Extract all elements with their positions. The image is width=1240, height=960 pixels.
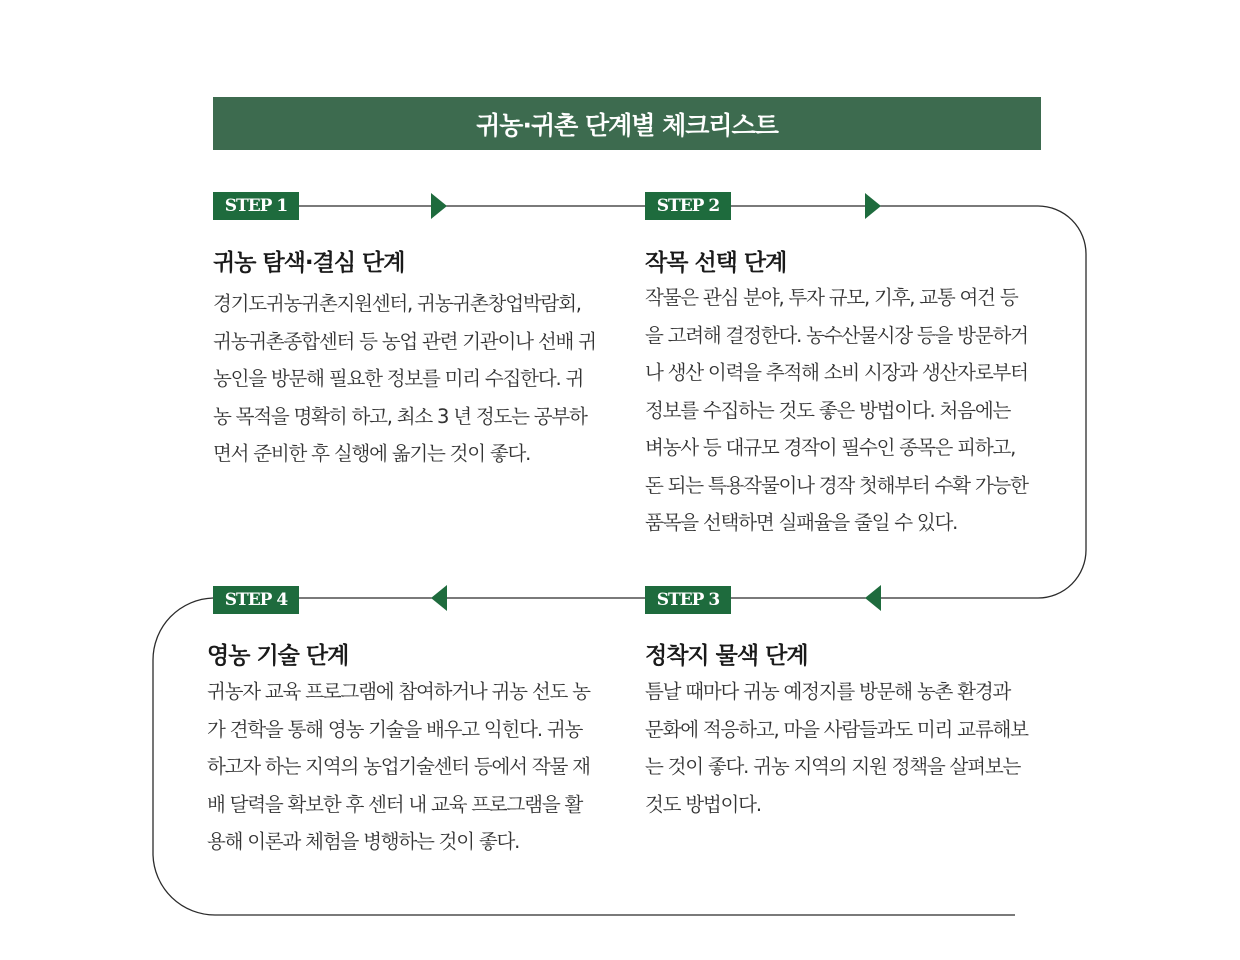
step-2-line: 벼농사 등 대규모 경작이 필수인 종목은 피하고,	[645, 436, 1016, 459]
step-2-badge: STEP 2	[645, 192, 731, 220]
step-2-line: 돈 되는 특용작물이나 경작 첫해부터 수확 가능한	[645, 473, 1028, 497]
step-2-line: 작물은 관심 분야, 투자 규모, 기후, 교통 여건 등	[645, 286, 1018, 309]
step-4-line: 배 달력을 확보한 후 센터 내 교육 프로그램을 활	[207, 792, 583, 816]
step-3-line: 는 것이 좋다. 귀농 지역의 지원 정책을 살펴보는	[645, 755, 1021, 778]
step-4-line: 용해 이론과 체험을 병행하는 것이 좋다.	[207, 830, 520, 853]
step-2-body	[645, 279, 1045, 542]
step-1-heading: 귀농 탐색·결심 단계	[213, 250, 405, 276]
checklist-title: 귀농·귀촌 단계별 체크리스트	[213, 97, 1041, 150]
step-1-line: 경기도귀농귀촌지원센터, 귀농귀촌창업박람회,	[213, 292, 581, 315]
step-1-body	[213, 285, 613, 473]
step-1-line: 농 목적을 명확히 하고, 최소 3 년 정도는 공부하	[213, 404, 587, 428]
step-2-line: 나 생산 이력을 추적해 소비 시장과 생산자로부터	[645, 361, 1028, 384]
step-2-line: 을 고려해 결정한다. 농수산물시장 등을 방문하거	[645, 323, 1028, 347]
step-1-line: 농인을 방문해 필요한 정보를 미리 수집한다. 귀	[213, 367, 584, 390]
step-4-badge: STEP 4	[213, 586, 299, 614]
step-1-line: 면서 준비한 후 실행에 옮기는 것이 좋다.	[213, 442, 531, 465]
step-4-line: 귀농자 교육 프로그램에 참여하거나 귀농 선도 농	[207, 680, 590, 703]
step-3-heading: 정착지 물색 단계	[645, 643, 808, 669]
step-2-line: 정보를 수집하는 것도 좋은 방법이다. 처음에는	[645, 398, 1011, 422]
step-4-heading: 영농 기술 단계	[207, 643, 349, 669]
step-3-body	[645, 673, 1045, 823]
step-1-line: 귀농귀촌종합센터 등 농업 관련 기관이나 선배 귀	[213, 329, 596, 353]
step-4-body	[207, 673, 607, 861]
step-2-line: 품목을 선택하면 실패율을 줄일 수 있다.	[645, 511, 958, 534]
step-3-badge: STEP 3	[645, 586, 731, 614]
arrow-right-icon	[431, 193, 447, 219]
step-4-line: 가 견학을 통해 영농 기술을 배우고 익힌다. 귀농	[207, 717, 583, 741]
step-3-line: 것도 방법이다.	[645, 792, 761, 816]
arrow-left-icon	[431, 585, 447, 611]
step-4-line: 하고자 하는 지역의 농업기술센터 등에서 작물 재	[207, 755, 590, 778]
step-3-line: 틈날 때마다 귀농 예정지를 방문해 농촌 환경과	[645, 680, 1011, 703]
step-1-badge: STEP 1	[213, 192, 299, 220]
step-2-heading: 작목 선택 단계	[645, 250, 787, 276]
step-3-line: 문화에 적응하고, 마을 사람들과도 미리 교류해보	[645, 717, 1028, 741]
arrow-right-icon	[865, 193, 881, 219]
arrow-left-icon	[865, 585, 881, 611]
